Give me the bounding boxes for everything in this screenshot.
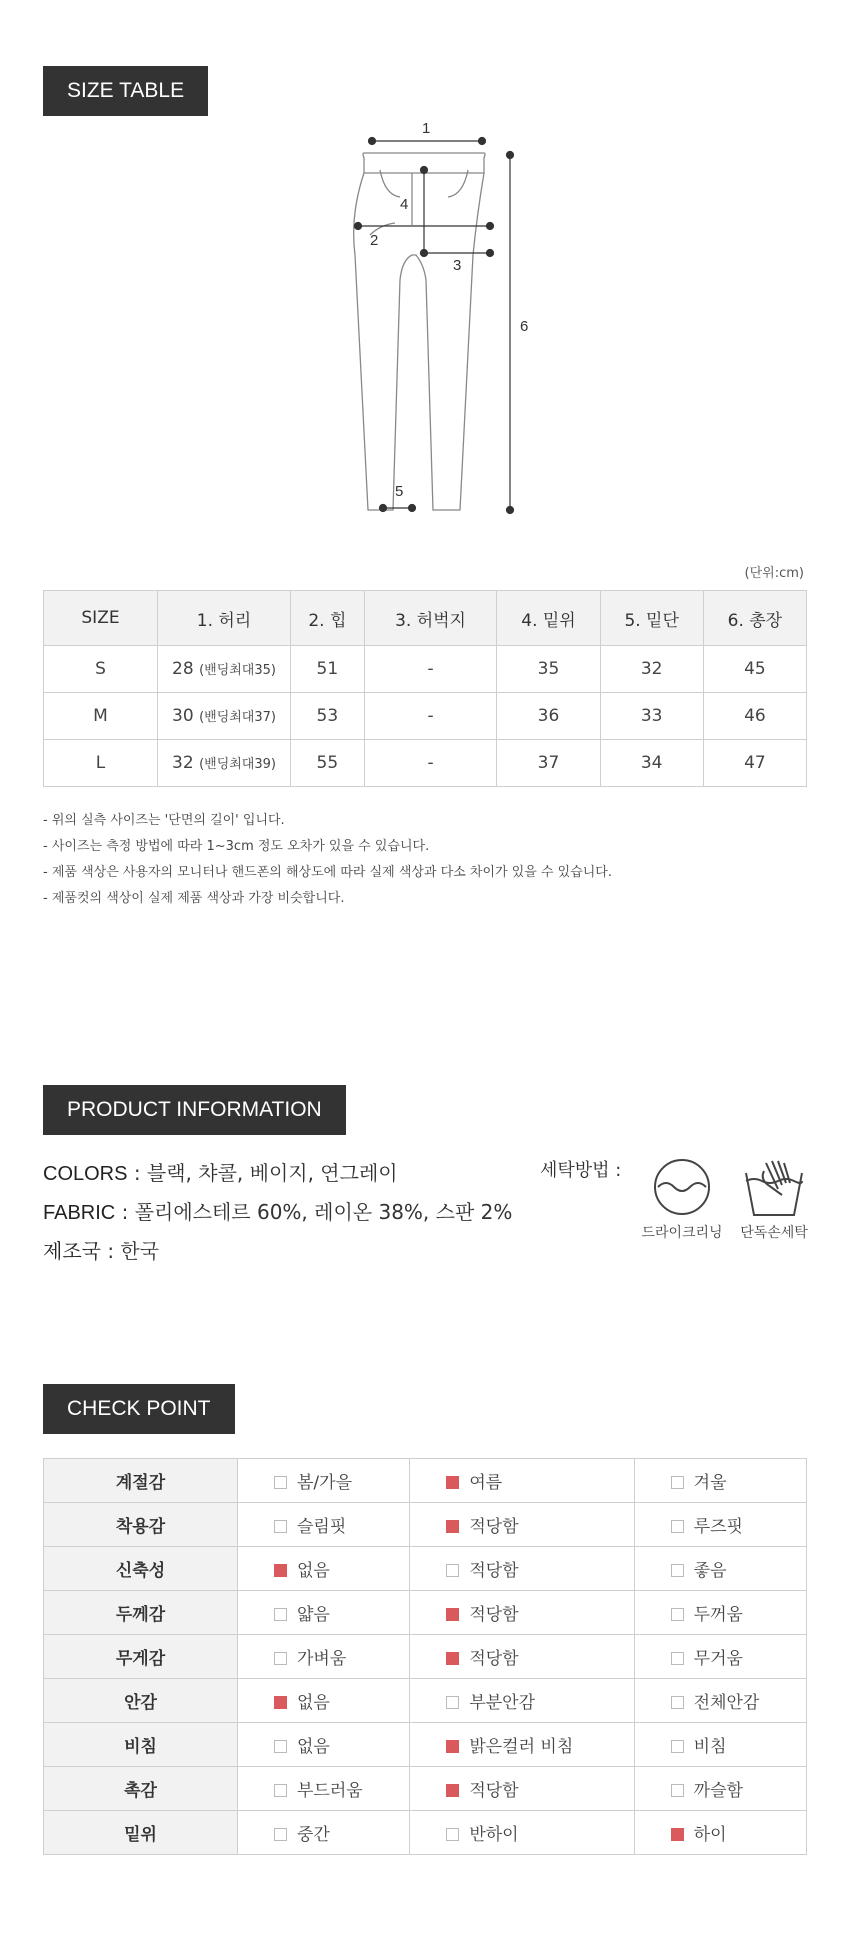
- check-option-label: 밝은컬러 비침: [469, 1737, 574, 1757]
- check-option: [634, 1635, 806, 1679]
- header-length: 6. 총장: [703, 591, 806, 646]
- note-line: - 제품컷의 색상이 실제 제품 색상과 가장 비슷합니다.: [43, 891, 345, 906]
- product-info-title: PRODUCT INFORMATION: [43, 1085, 346, 1135]
- check-option: [238, 1459, 410, 1503]
- cell-thigh: -: [364, 646, 497, 693]
- check-option-label: 중간: [297, 1825, 330, 1845]
- unchecked-checkbox-icon: [671, 1740, 684, 1753]
- check-option: [634, 1459, 806, 1503]
- unchecked-checkbox-icon: [671, 1476, 684, 1489]
- pants-diagram: [340, 115, 540, 525]
- check-option-label: 반하이: [469, 1825, 519, 1845]
- unchecked-checkbox-icon: [274, 1476, 287, 1489]
- check-option-label: 하이: [693, 1825, 727, 1845]
- check-option-label: 두꺼움: [693, 1605, 743, 1625]
- cell-hip: 51: [291, 646, 365, 693]
- unchecked-checkbox-icon: [274, 1652, 287, 1665]
- note-line: - 사이즈는 측정 방법에 따라 1~3cm 정도 오차가 있을 수 있습니다.: [43, 839, 430, 854]
- check-option-label: 부드러움: [297, 1781, 363, 1801]
- check-option-label: 무거움: [693, 1649, 743, 1669]
- cell-size: S: [44, 646, 158, 693]
- check-row: [44, 1591, 807, 1635]
- cell-length: 45: [703, 646, 806, 693]
- unchecked-checkbox-icon: [274, 1828, 287, 1841]
- table-row: [44, 740, 807, 787]
- check-option-label: 없음: [297, 1693, 330, 1713]
- check-option-label: 적당함: [469, 1517, 519, 1537]
- check-option-label: 적당함: [469, 1781, 519, 1801]
- check-option-label: 없음: [297, 1561, 330, 1581]
- check-row: [44, 1767, 807, 1811]
- wash-method-label: 세탁방법 :: [540, 1160, 622, 1181]
- checked-checkbox-icon: [446, 1652, 459, 1665]
- table-row: [44, 693, 807, 740]
- cell-length: 46: [703, 693, 806, 740]
- check-option: [410, 1591, 634, 1635]
- check-option-label: 적당함: [469, 1649, 519, 1669]
- colors-line: COLORS : 블랙, 챠콜, 베이지, 연그레이: [43, 1161, 398, 1185]
- cell-thigh: -: [364, 693, 497, 740]
- header-thigh: 3. 허벅지: [364, 591, 497, 646]
- check-option-label: 부분안감: [469, 1693, 536, 1713]
- cell-size: M: [44, 693, 158, 740]
- check-option-label: 봄/가을: [297, 1473, 352, 1493]
- check-option: [634, 1811, 806, 1855]
- check-point-title: CHECK POINT: [43, 1384, 235, 1434]
- unchecked-checkbox-icon: [446, 1828, 459, 1841]
- diagram-label-2: 2: [370, 232, 379, 249]
- size-table: [43, 590, 807, 787]
- check-row: [44, 1635, 807, 1679]
- check-row-label: 비침: [44, 1723, 238, 1767]
- check-option-label: 슬림핏: [297, 1517, 347, 1537]
- checked-checkbox-icon: [446, 1608, 459, 1621]
- header-size: SIZE: [44, 591, 158, 646]
- check-option-label: 비침: [693, 1737, 727, 1757]
- unchecked-checkbox-icon: [274, 1784, 287, 1797]
- check-option: [634, 1679, 806, 1723]
- checked-checkbox-icon: [446, 1740, 459, 1753]
- table-row: [44, 646, 807, 693]
- check-option: [238, 1767, 410, 1811]
- check-option: [634, 1591, 806, 1635]
- check-option-label: 루즈핏: [693, 1517, 743, 1537]
- check-row-label: 밑위: [44, 1811, 238, 1855]
- check-row: [44, 1503, 807, 1547]
- check-option: [634, 1723, 806, 1767]
- header-waist: 1. 허리: [158, 591, 291, 646]
- fabric-line: FABRIC : 폴리에스테르 60%, 레이온 38%, 스판 2%: [43, 1200, 513, 1224]
- check-option: [238, 1547, 410, 1591]
- check-option-label: 여름: [469, 1473, 503, 1493]
- cell-hip: 55: [291, 740, 365, 787]
- check-option: [238, 1723, 410, 1767]
- cell-size: L: [44, 740, 158, 787]
- check-option-label: 가벼움: [297, 1649, 347, 1669]
- check-row-label: 무게감: [44, 1635, 238, 1679]
- check-option: [238, 1679, 410, 1723]
- check-row-label: 신축성: [44, 1547, 238, 1591]
- cell-waist: 30 (밴딩최대37): [158, 693, 291, 740]
- diagram-label-4: 4: [400, 196, 409, 213]
- cell-rise: 35: [497, 646, 600, 693]
- hand-wash-caption: 단독손세탁: [740, 1225, 808, 1241]
- check-row: [44, 1723, 807, 1767]
- unchecked-checkbox-icon: [274, 1608, 287, 1621]
- unchecked-checkbox-icon: [671, 1652, 684, 1665]
- check-option: [410, 1723, 634, 1767]
- product-info: [43, 1154, 512, 1271]
- check-option: [238, 1591, 410, 1635]
- cell-hem: 32: [600, 646, 703, 693]
- check-option: [410, 1459, 634, 1503]
- dry-cleaning-caption: 드라이크리닝: [641, 1225, 723, 1241]
- checked-checkbox-icon: [274, 1564, 287, 1577]
- note-line: - 제품 색상은 사용자의 모니터나 핸드폰의 해상도에 따라 실제 색상과 다소 차이가 있을 수 있습니다.: [43, 865, 612, 880]
- check-row: [44, 1547, 807, 1591]
- check-point-table: [43, 1458, 807, 1855]
- size-table-title: SIZE TABLE: [43, 66, 208, 116]
- check-row-label: 착용감: [44, 1503, 238, 1547]
- check-option: [238, 1635, 410, 1679]
- hand-wash-icon: [742, 1155, 806, 1219]
- check-option-label: 좋음: [693, 1561, 727, 1581]
- check-option: [410, 1635, 634, 1679]
- check-option-label: 전체안감: [693, 1693, 760, 1713]
- check-option-label: 적당함: [469, 1605, 519, 1625]
- check-option-label: 겨울: [693, 1473, 727, 1493]
- check-option: [410, 1503, 634, 1547]
- unit-label: (단위:cm): [744, 566, 804, 581]
- cell-thigh: -: [364, 740, 497, 787]
- cell-length: 47: [703, 740, 806, 787]
- note-line: - 위의 실측 사이즈는 '단면의 길이' 입니다.: [43, 813, 285, 828]
- cell-rise: 36: [497, 693, 600, 740]
- cell-hip: 53: [291, 693, 365, 740]
- check-option: [238, 1811, 410, 1855]
- unchecked-checkbox-icon: [671, 1520, 684, 1533]
- cell-hem: 34: [600, 740, 703, 787]
- cell-waist: 32 (밴딩최대39): [158, 740, 291, 787]
- diagram-label-5: 5: [395, 483, 404, 500]
- check-option-label: 까슬함: [693, 1781, 743, 1801]
- check-option: [238, 1503, 410, 1547]
- unchecked-checkbox-icon: [671, 1608, 684, 1621]
- unchecked-checkbox-icon: [274, 1740, 287, 1753]
- unchecked-checkbox-icon: [671, 1784, 684, 1797]
- unchecked-checkbox-icon: [671, 1564, 684, 1577]
- unchecked-checkbox-icon: [446, 1696, 459, 1709]
- header-rise: 4. 밑위: [497, 591, 600, 646]
- check-option: [634, 1503, 806, 1547]
- unchecked-checkbox-icon: [446, 1564, 459, 1577]
- checked-checkbox-icon: [446, 1476, 459, 1489]
- check-row-label: 두께감: [44, 1591, 238, 1635]
- check-row-label: 안감: [44, 1679, 238, 1723]
- check-option-label: 얇음: [297, 1605, 330, 1625]
- dry-cleaning-icon: [650, 1155, 714, 1219]
- check-row-label: 계절감: [44, 1459, 238, 1503]
- check-row: [44, 1811, 807, 1855]
- cell-hem: 33: [600, 693, 703, 740]
- unchecked-checkbox-icon: [671, 1696, 684, 1709]
- checked-checkbox-icon: [446, 1520, 459, 1533]
- size-notes: [43, 808, 612, 912]
- check-option: [634, 1547, 806, 1591]
- header-hip: 2. 힙: [291, 591, 365, 646]
- check-option: [634, 1767, 806, 1811]
- checked-checkbox-icon: [274, 1696, 287, 1709]
- header-hem: 5. 밑단: [600, 591, 703, 646]
- unchecked-checkbox-icon: [274, 1520, 287, 1533]
- cell-rise: 37: [497, 740, 600, 787]
- check-option: [410, 1547, 634, 1591]
- checked-checkbox-icon: [671, 1828, 684, 1841]
- checked-checkbox-icon: [446, 1784, 459, 1797]
- check-option-label: 없음: [297, 1737, 330, 1757]
- check-row-label: 촉감: [44, 1767, 238, 1811]
- diagram-label-3: 3: [453, 257, 462, 274]
- check-option: [410, 1679, 634, 1723]
- cell-waist: 28 (밴딩최대35): [158, 646, 291, 693]
- check-option-label: 적당함: [469, 1561, 519, 1581]
- check-row: [44, 1679, 807, 1723]
- check-option: [410, 1811, 634, 1855]
- check-row: [44, 1459, 807, 1503]
- check-option: [410, 1767, 634, 1811]
- diagram-label-1: 1: [422, 120, 431, 137]
- size-table-header: [44, 591, 807, 646]
- diagram-label-6: 6: [520, 318, 529, 335]
- origin-line: 제조국 : 한국: [43, 1239, 160, 1263]
